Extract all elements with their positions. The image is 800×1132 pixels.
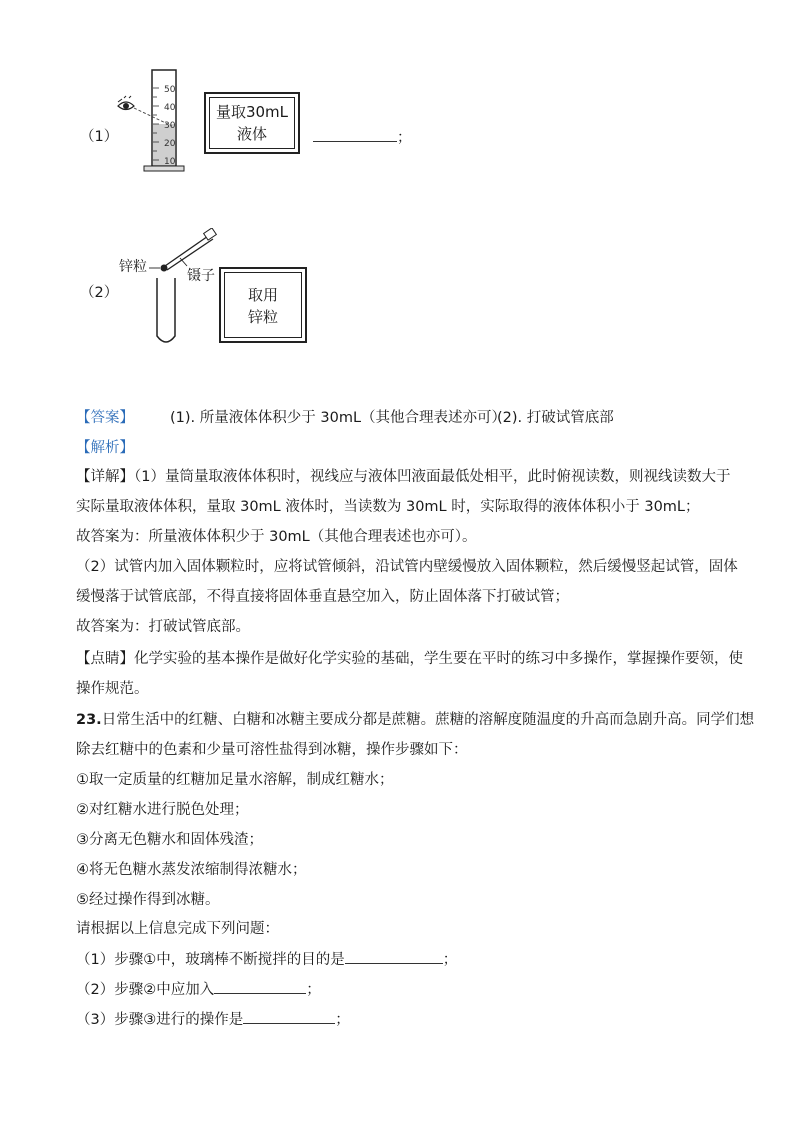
sub-question-1: （1）步骤①中，玻璃棒不断搅拌的目的是 ； <box>76 949 457 970</box>
answer-blank <box>243 1009 335 1024</box>
question-number: 23. <box>76 712 102 728</box>
comment-line: 操作规范。 <box>76 681 149 697</box>
question-23-line: 除去红糖中的色素和少量可溶性盐得到冰糖，操作步骤如下： <box>76 742 468 758</box>
detail-line: 【详解】（1）量筒量取液体体积时，视线应与液体凹液面最低处相平，此时俯视读数，则视线读数大于 <box>76 469 731 485</box>
step-item: ②对红糖水进行脱色处理； <box>76 802 249 818</box>
box-text: 量取30mL <box>215 103 289 121</box>
tweezers-label: 镊子 <box>187 268 215 284</box>
step-item: ⑤经过操作得到冰糖。 <box>76 892 220 908</box>
answer-part-2: (2). 打破试管底部 <box>497 410 614 426</box>
detail-line: 缓慢落于试管底部，不得直接将固体垂直悬空加入，防止固体落下打破试管； <box>76 589 569 605</box>
answer-blank <box>214 979 306 994</box>
cylinder-tick-label: 30 <box>164 121 176 131</box>
answer-part-1: (1). 所量液体体积少于 30mL（其他合理表述亦可） <box>170 410 507 426</box>
box-text: 取用 <box>247 286 278 304</box>
detail-line: 实际量取液体体积，量取 30mL 液体时，当读数为 30mL 时，实际取得的液体体积小于 30mL； <box>76 499 700 515</box>
sub-question-2: （2）步骤②中应加入 ； <box>76 979 321 1000</box>
figure-1-label: （1） <box>80 129 119 145</box>
step-item: ④将无色糖水蒸发浓缩制得浓糖水； <box>76 862 307 878</box>
semicolon: ； <box>397 130 412 146</box>
measure-liquid-box <box>204 92 300 154</box>
detail-line: （2）试管内加入固体颗粒时，应将试管倾斜，沿试管内壁缓慢放入固体颗粒，然后缓慢竖起试管，固体 <box>76 559 738 575</box>
detail-line: 故答案为：打破试管底部。 <box>76 619 250 635</box>
cylinder-tick-label: 40 <box>164 103 176 113</box>
question-prompt: 请根据以上信息完成下列问题： <box>76 921 279 937</box>
analysis-tag: 【解析】 <box>76 440 134 456</box>
answer-blank <box>345 949 443 964</box>
detail-line: 故答案为：所量液体体积少于 30mL（其他合理表述也亦可）。 <box>76 529 477 545</box>
test-tube-tweezers-figure <box>145 228 220 350</box>
answer-line <box>76 408 506 428</box>
figure-2-label: （2） <box>80 285 119 301</box>
cylinder-tick-label: 20 <box>164 139 176 149</box>
cylinder-tick-label: 10 <box>164 157 176 167</box>
zinc-granule-label: 锌粒 <box>119 259 147 275</box>
step-item: ①取一定质量的红糖加足量水溶解，制成红糖水； <box>76 772 394 788</box>
detail-tag: 【详解】 <box>76 469 134 485</box>
sub-question-3: （3）步骤③进行的操作是 ； <box>76 1009 350 1030</box>
graduated-cylinder-figure <box>112 66 192 178</box>
comment-line: 【点睛】化学实验的基本操作是做好化学实验的基础，学生要在平时的练习中多操作，掌握操作要领，使 <box>76 651 743 667</box>
answer-tag: 【答案】 <box>76 410 134 426</box>
answer-blank-line <box>313 127 412 148</box>
eye-icon <box>118 96 134 110</box>
comment-tag: 【点睛】 <box>76 651 134 667</box>
box-text: 锌粒 <box>247 308 278 326</box>
question-23-line: 23.日常生活中的红糖、白糖和冰糖主要成分都是蔗糖。蔗糖的溶解度随温度的升高而急剧升高。同学们想 <box>76 712 755 728</box>
take-zinc-box <box>219 267 307 343</box>
step-item: ③分离无色糖水和固体残渣； <box>76 832 263 848</box>
cylinder-tick-label: 50 <box>164 85 176 95</box>
box-text: 液体 <box>236 125 267 143</box>
